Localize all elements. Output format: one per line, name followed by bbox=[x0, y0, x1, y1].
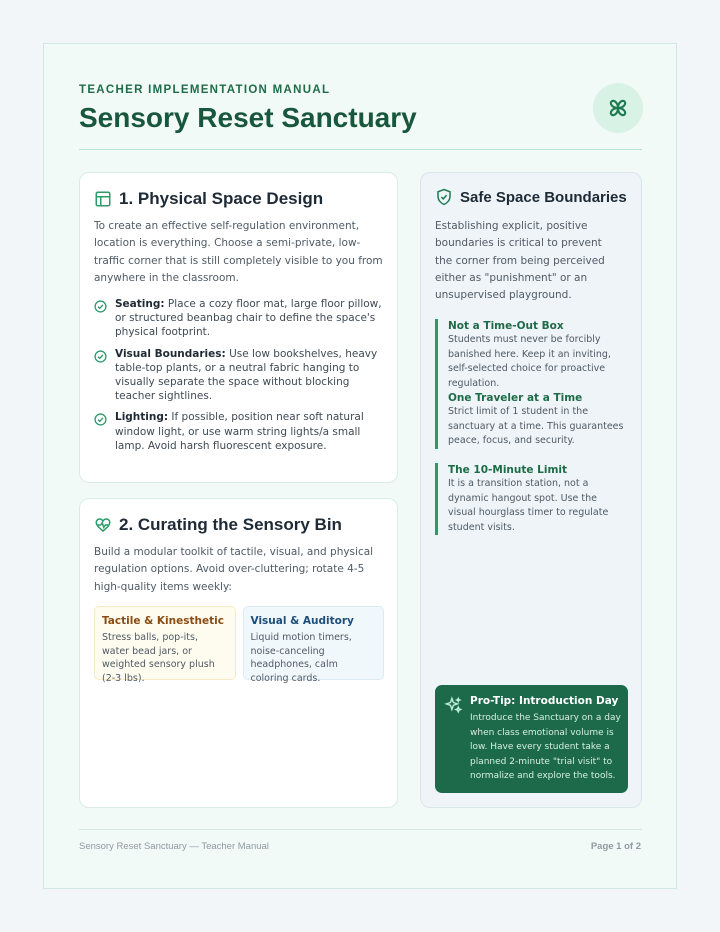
rule-text: It is a transition station, not a dynamic hangout spot. Use the visual hourglass timer to regulate student visits. bbox=[448, 478, 609, 533]
footer-divider bbox=[79, 829, 642, 830]
heart-pulse-icon bbox=[94, 516, 112, 534]
list-item bbox=[94, 347, 384, 404]
list-item bbox=[435, 391, 627, 449]
list-item bbox=[435, 463, 627, 535]
bullet-label: Lighting: bbox=[115, 411, 169, 424]
sensory-categories bbox=[94, 606, 384, 684]
shield-check-icon bbox=[435, 188, 453, 206]
bullet-label: Visual Boundaries: bbox=[115, 347, 226, 360]
boundaries-intro: Establishing explicit, positive boundaries is critical to prevent the corner from being perceived either as "punishment" or an unsupervised playground. bbox=[435, 220, 605, 302]
sensory-bin-card bbox=[79, 498, 398, 808]
boundaries-title: Safe Space Boundaries bbox=[460, 188, 627, 206]
header-divider bbox=[79, 149, 642, 150]
bullet-label: Seating: bbox=[115, 298, 165, 310]
visual-title: Visual & Auditory bbox=[250, 615, 354, 627]
physical-space-card bbox=[79, 172, 398, 483]
physical-space-header bbox=[94, 189, 323, 209]
rule-text: Strict limit of 1 student in the sanctuary at a time. This guarantees peace, focus, and security. bbox=[448, 406, 624, 447]
pro-tip-box bbox=[435, 685, 628, 793]
rule-title: Not a Time-Out Box bbox=[448, 320, 564, 332]
rule-title: The 10-Minute Limit bbox=[448, 464, 568, 476]
boundaries-header bbox=[435, 188, 627, 206]
rule-text: Students must never be forcibly banished here. Keep it an inviting, self-selected choice for proactive regulation. bbox=[448, 334, 611, 389]
tactile-text: Stress balls, pop-its, water bead jars, or weighted sensory plush (2-3 lbs). bbox=[102, 632, 215, 684]
manual-page bbox=[43, 43, 677, 889]
check-circle-icon bbox=[94, 300, 107, 313]
physical-space-intro: To create an effective self-regulation environment, location is everything. Choose a semi-private, low-traffic corner that is still completely visible to you from anywhere in the classroom. bbox=[94, 220, 383, 284]
list-item bbox=[94, 297, 384, 340]
footer-title: Sensory Reset Sanctuary — Teacher Manual bbox=[79, 841, 269, 852]
sparkles-icon bbox=[444, 696, 463, 715]
bullet-text: If possible, position near soft natural window light, or use warm string lights/a small lamp. Avoid harsh fluorescent exposure. bbox=[115, 411, 364, 452]
sensory-bin-header bbox=[94, 515, 342, 535]
page-number: Page 1 of 2 bbox=[590, 841, 641, 852]
sensory-bin-title: 2. Curating the Sensory Bin bbox=[119, 515, 342, 534]
tactile-title: Tactile & Kinesthetic bbox=[102, 615, 224, 627]
check-circle-icon bbox=[94, 350, 107, 363]
list-item bbox=[94, 410, 384, 453]
bullet-text: Use low bookshelves, heavy table-top plants, or a neutral fabric hanging to visually separate the space without blocking teacher sightlines. bbox=[115, 347, 378, 403]
check-circle-icon bbox=[94, 413, 107, 426]
sensory-bin-intro: Build a modular toolkit of tactile, visual, and physical regulation options. Avoid over-cluttering; rotate 4-5 high-quality items weekly: bbox=[94, 546, 374, 593]
bullet-text: Place a cozy floor mat, large floor pillow, or structured beanbag chair to define the space's physical footprint. bbox=[115, 298, 382, 339]
list-item bbox=[435, 319, 627, 391]
physical-space-list bbox=[94, 297, 384, 460]
boundaries-panel bbox=[420, 172, 642, 808]
logo bbox=[593, 83, 643, 133]
physical-space-title: 1. Physical Space Design bbox=[119, 189, 324, 208]
visual-text: Liquid motion timers, noise-canceling headphones, calm coloring cards. bbox=[250, 632, 352, 684]
tactile-category bbox=[94, 606, 236, 684]
page-kicker: TEACHER IMPLEMENTATION MANUAL bbox=[79, 84, 331, 96]
visual-category bbox=[243, 606, 385, 684]
clover-icon bbox=[605, 95, 631, 121]
page-title: Sensory Reset Sanctuary bbox=[79, 102, 417, 133]
layout-icon bbox=[94, 190, 112, 208]
pro-tip-title: Pro-Tip: Introduction Day bbox=[470, 695, 619, 707]
pro-tip-text: Introduce the Sanctuary on a day when class emotional volume is low. Have every student take a planned 2-minute "trial visit" to normalize and explore the tools. bbox=[470, 713, 621, 781]
rule-title: One Traveler at a Time bbox=[448, 392, 583, 404]
